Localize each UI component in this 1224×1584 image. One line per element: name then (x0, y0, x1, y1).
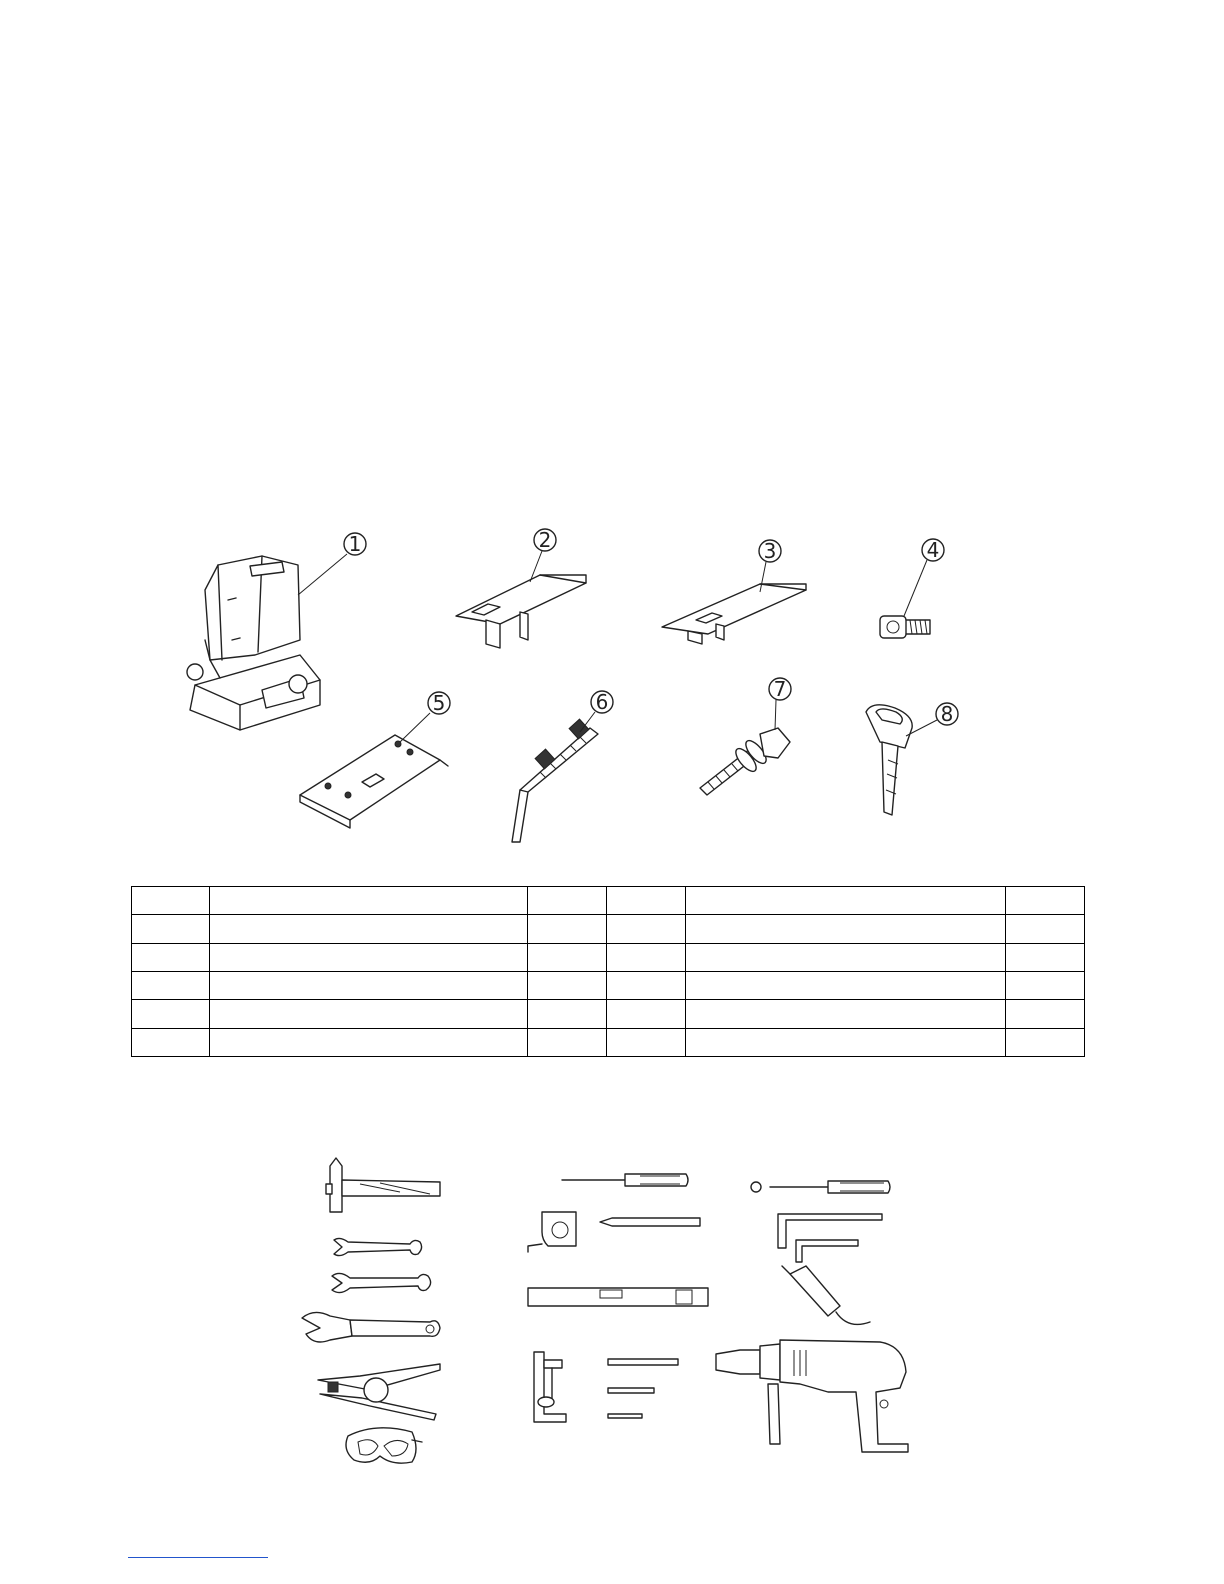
table-cell (132, 1028, 210, 1056)
table-cell (1006, 1000, 1085, 1028)
table-row (132, 1028, 1085, 1056)
callout-6 (580, 690, 613, 732)
table-cell (210, 943, 528, 971)
callout-4 (904, 538, 944, 616)
svg-text:8: 8 (940, 702, 954, 726)
tools-figure (0, 1140, 1224, 1480)
table-cell (686, 971, 1006, 999)
callout-5 (400, 691, 450, 742)
table-cell (210, 887, 528, 915)
flat-screwdriver-icon (751, 1181, 890, 1193)
parts-table (131, 886, 1085, 1057)
bracket-b-drawing (662, 584, 806, 644)
table-row (132, 887, 1085, 915)
bolt-with-nut-drawing (700, 728, 790, 795)
wire-stripper-icon (318, 1364, 440, 1420)
table-row (132, 943, 1085, 971)
table-cell (1006, 1028, 1085, 1056)
gate-motor-drawing (187, 556, 320, 730)
table-cell (686, 1000, 1006, 1028)
allen-keys-icon (778, 1214, 882, 1262)
callout-2 (530, 528, 556, 582)
table-cell (210, 915, 528, 943)
table-row (132, 1000, 1085, 1028)
key-drawing (866, 705, 912, 815)
table-cell (132, 1000, 210, 1028)
table-cell (607, 887, 686, 915)
phillips-screwdriver-icon (562, 1174, 688, 1186)
table-cell (607, 1028, 686, 1056)
table-cell (132, 943, 210, 971)
table-cell (1006, 971, 1085, 999)
svg-text:3: 3 (763, 539, 777, 563)
cap-screw-drawing (880, 616, 930, 638)
table-cell (528, 943, 607, 971)
spirit-level-icon (528, 1288, 708, 1306)
footer-rule (128, 1557, 268, 1558)
svg-text:1: 1 (348, 532, 362, 556)
table-cell (686, 915, 1006, 943)
safety-goggles-icon (346, 1428, 422, 1463)
table-cell (528, 887, 607, 915)
table-cell (528, 1000, 607, 1028)
table-cell (132, 915, 210, 943)
clamp-icon (534, 1352, 566, 1422)
table-cell (132, 887, 210, 915)
power-drill-icon (716, 1340, 908, 1452)
table-cell (607, 915, 686, 943)
table-cell (528, 915, 607, 943)
table-cell (1006, 887, 1085, 915)
table-row (132, 915, 1085, 943)
adjustable-wrench-icon (302, 1312, 440, 1342)
hammer-icon (326, 1158, 440, 1212)
svg-text:7: 7 (773, 677, 787, 701)
table-cell (528, 1028, 607, 1056)
table-cell (1006, 943, 1085, 971)
drill-bits-icon (608, 1359, 678, 1418)
callout-1 (298, 532, 366, 595)
callout-7 (769, 677, 791, 730)
svg-text:4: 4 (926, 538, 940, 562)
table-cell (1006, 915, 1085, 943)
table-cell (210, 1000, 528, 1028)
bracket-a-drawing (456, 575, 586, 648)
table-cell (686, 1028, 1006, 1056)
soldering-iron-icon (782, 1266, 870, 1324)
table-cell (607, 1000, 686, 1028)
svg-text:2: 2 (538, 528, 552, 552)
svg-text:5: 5 (432, 691, 446, 715)
combination-wrench-small-icon (334, 1238, 422, 1255)
callout-8 (906, 702, 958, 736)
table-cell (210, 971, 528, 999)
table-cell (210, 1028, 528, 1056)
combination-wrench-large-icon (332, 1273, 431, 1292)
table-cell (132, 971, 210, 999)
table-cell (607, 971, 686, 999)
table-cell (528, 971, 607, 999)
table-cell (686, 943, 1006, 971)
tape-measure-icon (528, 1212, 576, 1252)
pencil-icon (600, 1218, 700, 1226)
svg-text:6: 6 (595, 690, 609, 714)
base-plate-drawing (300, 735, 448, 828)
table-cell (607, 943, 686, 971)
table-cell (686, 887, 1006, 915)
anchor-bolt-drawing (512, 719, 598, 842)
table-row (132, 971, 1085, 999)
